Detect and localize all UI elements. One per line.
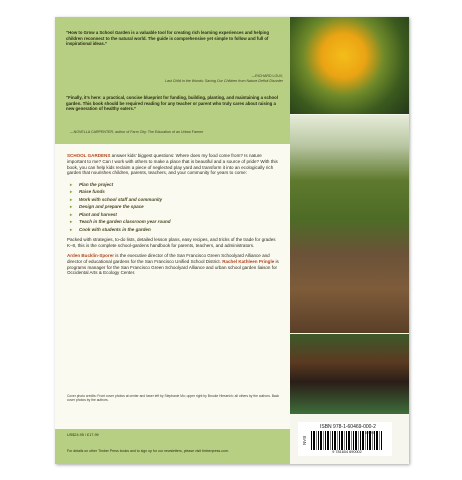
author-name-2: Rachel Kathleen Pringle — [222, 258, 275, 264]
list-item: ▸ Teach in the garden classroom year round — [79, 218, 281, 226]
list-item: ▸ Raise funds — [79, 188, 281, 196]
quote-louv: “How to Grow a School Garden is a valuable tool for creating rich learning experiences and helping children reconnect to the natural world. The guide is comprehensive yet simple to follow and full of inspirational ideas.” — [66, 30, 269, 47]
photo-column — [290, 17, 409, 464]
text-column — [55, 17, 290, 464]
squash-flower-photo — [290, 17, 409, 114]
lead-in: SCHOOL GARDENS — [67, 153, 111, 158]
list-item: ▸ Work with school staff and community — [79, 196, 281, 204]
list-item: ▸ Plan the project — [79, 181, 281, 189]
intro-text: answer kids’ biggest questions: Where does my food come from? Is nature important to me? Can I work with others to make a place that is beautiful and a source of pride? With this book, you can help kids reclaim a piece of neglected play yard and transform it into an ecologically rich garden that nourishes children, parents, teachers, and your community for years to come: — [67, 153, 278, 176]
quote-louv-source: Last Child in the Woods: Saving Our Children from Nature-Deficit Disorder — [164, 79, 283, 83]
feature-list — [67, 181, 281, 234]
isbn-text: ISBN 978-1-60469-000-2 — [320, 424, 376, 430]
photo-credits: Cover photo credits: Front cover photos at center and lower left by Stephanie Mo; upper right by Brooke Hieserich; all others by the authors. Back cover photos by the authors. — [67, 394, 280, 403]
ean-label: EAN — [301, 436, 307, 445]
price: US$24.95 / £17.99 — [67, 433, 99, 437]
book-back-cover — [55, 17, 409, 464]
barcode-box — [298, 422, 392, 456]
footer-panel — [55, 429, 290, 464]
author-bio-2: is programs manager for the San Francisco Green Schoolyard Alliance and urban school garden liaison for Occidental Arts & Ecology Center. — [67, 258, 279, 276]
quote-carpenter: “Finally, it’s here: a practical, concise blueprint for funding, building, planting, and maintaining a school garden. This book should be required reading for any teacher or parent who truly cares about raising a new generation of healthy eaters.” — [66, 95, 278, 112]
praise-panel — [55, 17, 290, 144]
list-item: ▸ Cook with students in the garden — [79, 226, 281, 234]
publisher-info: For details on other Timber Press books and to sign up for our newsletters, please visit timberpress.com. — [67, 449, 229, 453]
children-harvest-photo — [290, 334, 409, 414]
quote-carpenter-attribution: —NOVELLA CARPENTER, author of Farm City: The Education of an Urban Farmer — [70, 130, 204, 134]
author-bio-1: is the executive director of the San Francisco Green Schoolyard Alliance and director of educational gardens for the San Francisco Unified School District. — [67, 253, 270, 264]
packed-paragraph: Packed with strategies, to-do lists, detailed lesson plans, easy recipes, and tricks of the trade for grades K–8, this is the complete school-gardens handbook for parents, teachers, and administrators. — [67, 237, 276, 248]
author-bio — [67, 253, 281, 276]
intro-paragraph — [67, 153, 281, 176]
price-code: 52495 — [365, 431, 375, 435]
quote-louv-attribution: —RICHARD LOUV, — [251, 74, 283, 78]
barcode-digits: 9 781604 690002 — [332, 450, 362, 454]
description — [67, 153, 281, 281]
list-item: ▸ Plant and harvest — [79, 211, 281, 219]
garden-beds-photo — [290, 115, 409, 333]
author-name-1: Arden Bucklin-Sporer — [67, 253, 114, 258]
list-item: ▸ Design and prepare the space — [79, 203, 281, 211]
